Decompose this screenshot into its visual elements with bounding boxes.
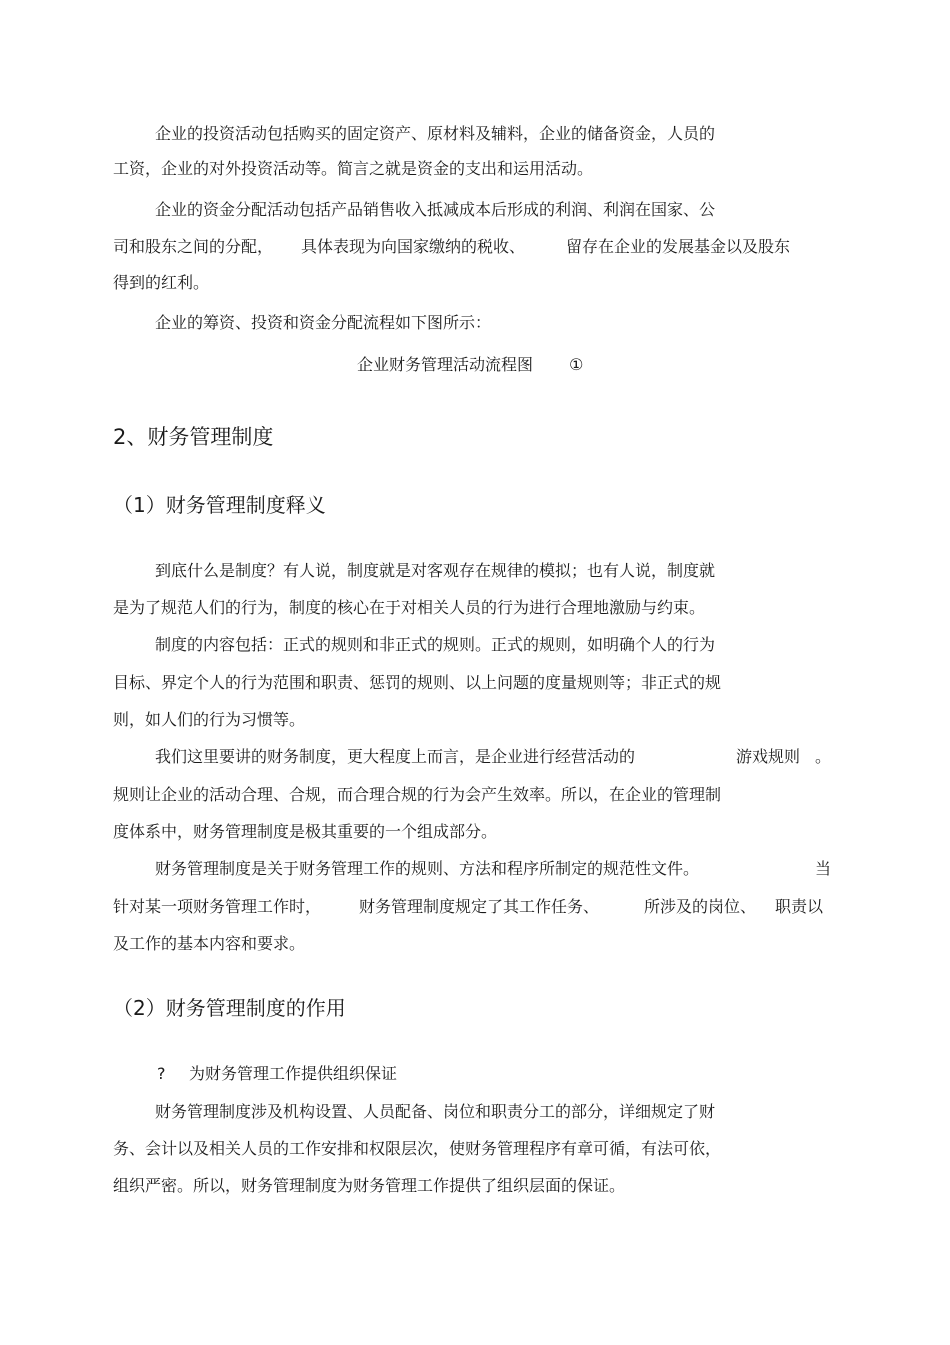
paragraph-line: 及工作的基本内容和要求。 xyxy=(113,934,306,953)
bullet-marker: ? xyxy=(157,1064,166,1083)
paragraph-line: 工资，企业的对外投资活动等。简言之就是资金的支出和运用活动。 xyxy=(113,159,594,178)
paragraph-line: 到底什么是制度？有人说，制度就是对客观存在规律的模拟；也有人说，制度就 xyxy=(155,561,716,580)
paragraph-line: 得到的红利。 xyxy=(113,273,210,292)
paragraph-line: 组织严密。所以，财务管理制度为财务管理工作提供了组织层面的保证。 xyxy=(113,1176,626,1195)
section-heading: 2、财务管理制度 xyxy=(113,425,274,449)
paragraph-line: 具体表现为向国家缴纳的税收、 xyxy=(301,237,526,256)
subsection-heading: （1）财务管理制度释义 xyxy=(113,493,326,517)
paragraph-line: 留存在企业的发展基金以及股东 xyxy=(566,237,791,256)
paragraph-line: 是为了规范人们的行为，制度的核心在于对相关人员的行为进行合理地激励与约束。 xyxy=(113,598,706,617)
paragraph-line: 企业的筹资、投资和资金分配流程如下图所示： xyxy=(155,313,492,332)
paragraph-line: 度体系中，财务管理制度是极其重要的一个组成部分。 xyxy=(113,822,498,841)
bullet-text: 为财务管理工作提供组织保证 xyxy=(189,1064,398,1083)
paragraph-line: 。 xyxy=(815,747,832,766)
paragraph-line: 企业的资金分配活动包括产品销售收入抵减成本后形成的利润、利润在国家、公 xyxy=(155,200,716,219)
paragraph-line: 针对某一项财务管理工作时， xyxy=(113,897,322,916)
paragraph-line: 财务管理制度是关于财务管理工作的规则、方法和程序所制定的规范性文件。 xyxy=(155,859,700,878)
subsection-heading: （2）财务管理制度的作用 xyxy=(113,996,346,1020)
paragraph-line: 游戏规则 xyxy=(736,747,801,766)
paragraph-line: 司和股东之间的分配， xyxy=(113,237,274,256)
paragraph-line: 财务管理制度规定了其工作任务、 xyxy=(359,897,600,916)
paragraph-line: 制度的内容包括：正式的规则和非正式的规则。正式的规则，如明确个人的行为 xyxy=(155,635,716,654)
paragraph-line: 当 xyxy=(815,859,832,878)
paragraph-line: 所涉及的岗位、 xyxy=(644,897,757,916)
paragraph-line: 目标、界定个人的行为范围和职责、惩罚的规则、以上问题的度量规则等；非正式的规 xyxy=(113,673,722,692)
paragraph-line: 务、会计以及相关人员的工作安排和权限层次，使财务管理程序有章可循，有法可依， xyxy=(113,1139,722,1158)
figure-caption: 企业财务管理活动流程图 xyxy=(357,355,534,374)
paragraph-line: 规则让企业的活动合理、合规，而合理合规的行为会产生效率。所以，在企业的管理制 xyxy=(113,785,722,804)
paragraph-line: 职责以 xyxy=(775,897,824,916)
paragraph-line: 则，如人们的行为习惯等。 xyxy=(113,710,306,729)
figure-caption-marker: ① xyxy=(569,355,584,374)
paragraph-line: 企业的投资活动包括购买的固定资产、原材料及辅料，企业的储备资金，人员的 xyxy=(155,124,716,143)
paragraph-line: 我们这里要讲的财务制度，更大程度上而言，是企业进行经营活动的 xyxy=(155,747,636,766)
paragraph-line: 财务管理制度涉及机构设置、人员配备、岗位和职责分工的部分，详细规定了财 xyxy=(155,1102,716,1121)
